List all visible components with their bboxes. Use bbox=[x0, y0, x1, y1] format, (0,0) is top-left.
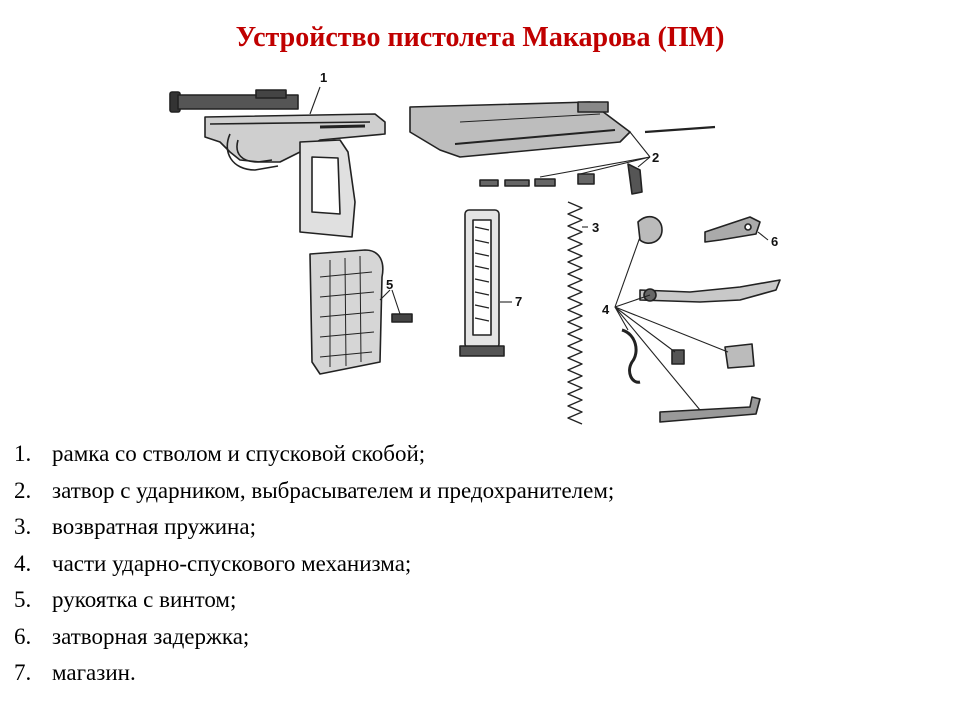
page-title: Устройство пистолета Макарова (ПМ) bbox=[235, 22, 725, 53]
magazine-drawing bbox=[460, 210, 504, 356]
list-item-text: магазин. bbox=[52, 660, 136, 685]
slide-stop-drawing bbox=[705, 217, 760, 242]
list-item-number: 7. bbox=[14, 660, 32, 685]
slide-drawing bbox=[410, 102, 715, 194]
list-item bbox=[14, 473, 614, 510]
callout-7: 7 bbox=[515, 294, 523, 309]
recoil-spring-drawing bbox=[568, 202, 582, 424]
list-item bbox=[14, 655, 614, 692]
callout-6: 6 bbox=[771, 234, 779, 249]
grip-drawing bbox=[310, 250, 412, 374]
list-item-text: рукоятка с винтом; bbox=[52, 587, 237, 612]
frame-with-barrel-drawing bbox=[170, 90, 385, 237]
callout-3: 3 bbox=[592, 220, 600, 235]
callout-2: 2 bbox=[652, 150, 660, 165]
list-item-number: 5. bbox=[14, 587, 32, 612]
list-item-text: рамка со стволом и спусковой скобой; bbox=[52, 441, 426, 466]
callout-4: 4 bbox=[602, 302, 610, 317]
list-item-number: 2. bbox=[14, 477, 32, 503]
callout-5: 5 bbox=[386, 277, 394, 292]
list-item bbox=[14, 436, 614, 473]
list-item-text: затворная задержка; bbox=[52, 623, 250, 649]
list-item-text: возвратная пружина; bbox=[52, 514, 256, 539]
pistol-parts-diagram bbox=[160, 62, 800, 432]
list-item bbox=[14, 582, 614, 619]
list-item-number: 1. bbox=[14, 441, 32, 466]
parts-list bbox=[14, 436, 614, 692]
list-item-text: затвор с ударником, выбрасывателем и предохранителем; bbox=[52, 477, 615, 503]
callout-1: 1 bbox=[320, 70, 328, 85]
list-item bbox=[14, 546, 614, 583]
list-item bbox=[14, 509, 614, 546]
list-item-number: 6. bbox=[14, 623, 32, 649]
list-item-text: части ударно-спускового механизма; bbox=[52, 550, 412, 576]
list-item-number: 4. bbox=[14, 550, 32, 576]
list-item bbox=[14, 619, 614, 656]
list-item-number: 3. bbox=[14, 514, 32, 539]
